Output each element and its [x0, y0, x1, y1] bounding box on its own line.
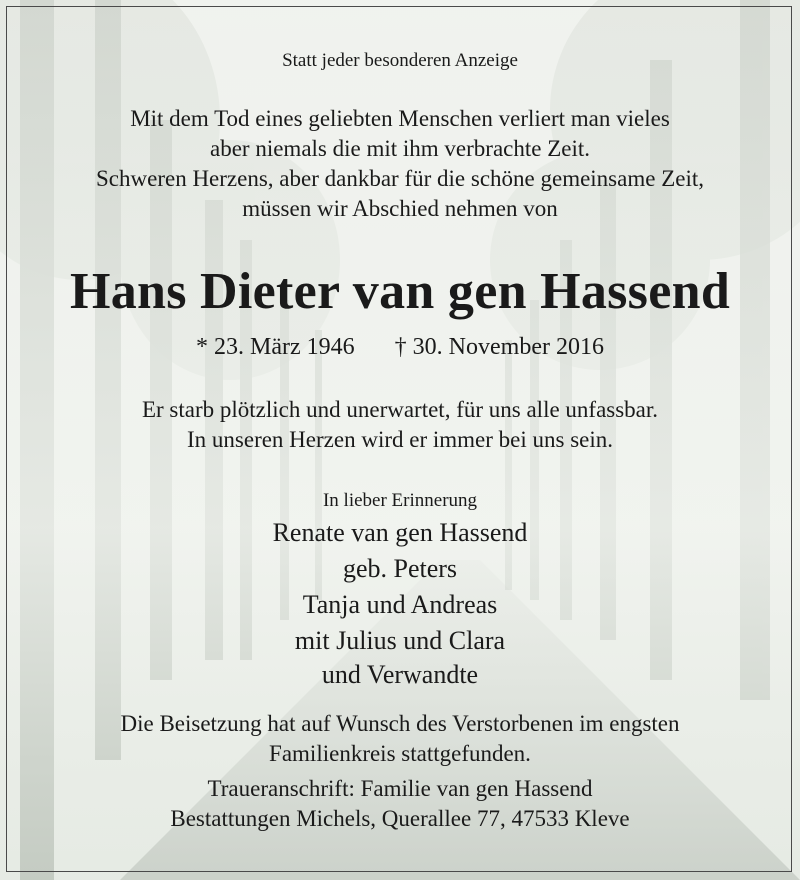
mourner-line: Tanja und Andreas — [302, 590, 498, 619]
birth-date: * 23. März 1946 — [196, 334, 355, 360]
intro-line: Statt jeder besonderen Anzeige — [282, 50, 518, 71]
mourner-line: und Verwandte — [321, 660, 479, 689]
remembrance-label: In lieber Erinnerung — [322, 490, 478, 511]
mourner-line: mit Julius und Clara — [294, 626, 506, 655]
mourner-line: Renate van gen Hassend — [272, 518, 528, 547]
funeral-note-line: Familienkreis stattgefunden. — [269, 741, 531, 766]
message-line: In unseren Herzen wird er immer bei uns sein. — [187, 427, 613, 452]
mourner-line: geb. Peters — [342, 554, 458, 583]
funeral-note-line: Die Beisetzung hat auf Wunsch des Verstorbenen im engsten — [120, 711, 680, 736]
quote-line: Schweren Herzens, aber dankbar für die schöne gemeinsame Zeit, — [96, 166, 704, 191]
quote-line: Mit dem Tod eines geliebten Menschen verliert man vieles — [130, 106, 670, 131]
death-date: † 30. November 2016 — [394, 334, 604, 360]
address-line: Bestattungen Michels, Querallee 77, 47533 Kleve — [170, 806, 630, 831]
message-line: Er starb plötzlich und unerwartet, für uns alle unfassbar. — [141, 397, 659, 422]
deceased-name: Hans Dieter van gen Hassend — [69, 263, 731, 320]
address-line: Traueranschrift: Familie van gen Hassend — [207, 776, 593, 801]
quote-line: aber niemals die mit ihm verbrachte Zeit. — [210, 136, 590, 161]
life-dates — [0, 334, 800, 361]
quote-line: müssen wir Abschied nehmen von — [242, 196, 558, 221]
